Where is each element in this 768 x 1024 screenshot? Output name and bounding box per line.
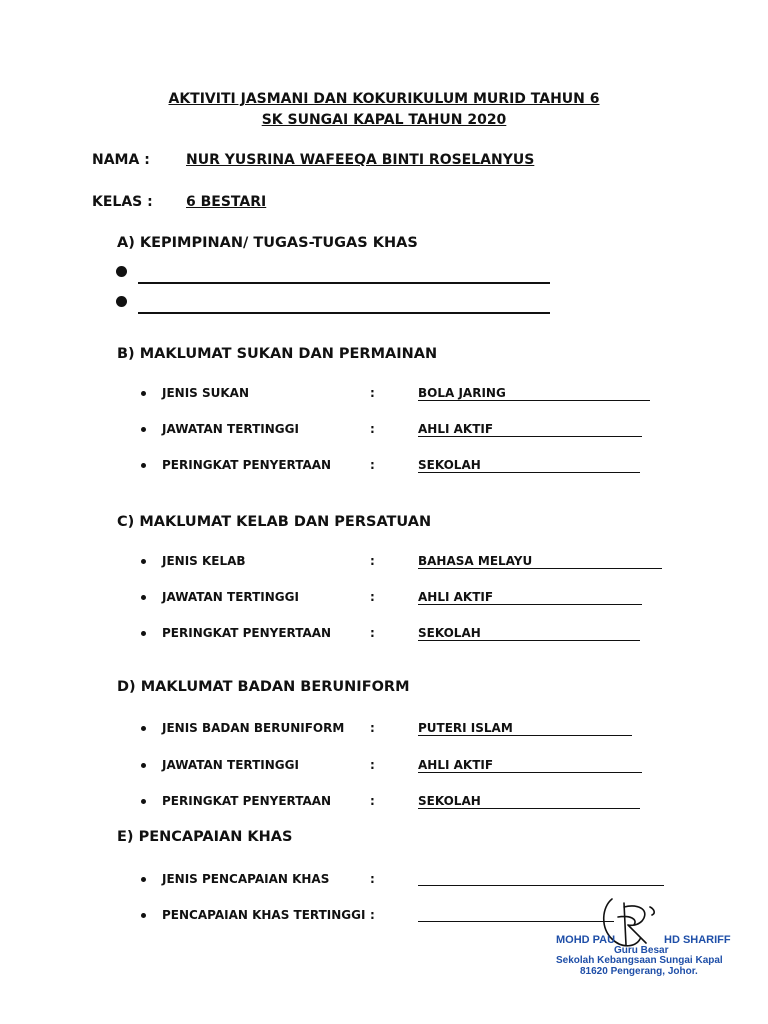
row-value: AHLI AKTIF <box>418 758 494 772</box>
stamp-school: Sekolah Kebangsaan Sungai Kapal <box>556 955 723 966</box>
row-label: JENIS PENCAPAIAN KHAS <box>162 872 330 886</box>
section-b-title: B) MAKLUMAT SUKAN DAN PERMAINAN <box>117 346 438 362</box>
document-title-line-1: AKTIVITI JASMANI DAN KOKURIKULUM MURID TAHUN 6 <box>168 91 600 107</box>
row-label: JAWATAN TERTINGGI <box>162 590 299 604</box>
row-separator: : <box>370 386 375 400</box>
row-separator: : <box>370 554 375 568</box>
bullet <box>141 631 146 636</box>
row-value: SEKOLAH <box>418 794 481 808</box>
row-separator: : <box>370 794 375 808</box>
row-underline <box>418 885 664 886</box>
section-e-title: E) PENCAPAIAN KHAS <box>117 829 293 845</box>
row-label: JENIS KELAB <box>162 554 246 568</box>
bullet <box>141 726 146 731</box>
row-underline <box>418 640 640 641</box>
row-value: BOLA JARING <box>418 386 506 400</box>
bullet <box>141 427 146 432</box>
stamp-name-right: HD SHARIFF <box>664 934 731 946</box>
row-separator: : <box>370 422 375 436</box>
bullet <box>141 799 146 804</box>
row-value: SEKOLAH <box>418 458 481 472</box>
row-underline <box>418 604 642 605</box>
row-separator: : <box>370 721 375 735</box>
row-separator: : <box>370 872 375 886</box>
row-value: PUTERI ISLAM <box>418 721 513 735</box>
bullet <box>141 463 146 468</box>
row-label: JAWATAN TERTINGGI <box>162 758 299 772</box>
blank-line-a-1 <box>138 282 550 284</box>
row-value: BAHASA MELAYU <box>418 554 533 568</box>
row-underline <box>418 472 640 473</box>
stamp-title: Guru Besar <box>614 945 669 956</box>
blank-line-a-2 <box>138 312 550 314</box>
row-label: PERINGKAT PENYERTAAN <box>162 794 332 808</box>
row-separator: : <box>370 626 375 640</box>
row-underline <box>418 436 642 437</box>
bullet <box>141 913 146 918</box>
section-a-title: A) KEPIMPINAN/ TUGAS-TUGAS KHAS <box>117 235 418 251</box>
row-value: SEKOLAH <box>418 626 481 640</box>
row-separator: : <box>370 458 375 472</box>
row-label: PERINGKAT PENYERTAAN <box>162 458 332 472</box>
row-underline <box>418 808 640 809</box>
row-underline <box>418 921 614 922</box>
row-label: JENIS SUKAN <box>162 386 250 400</box>
stamp-address: 81620 Pengerang, Johor. <box>580 966 698 977</box>
row-underline <box>418 735 632 736</box>
row-value: AHLI AKTIF <box>418 590 494 604</box>
row-separator: : <box>370 758 375 772</box>
bullet <box>141 559 146 564</box>
bullet-a-1 <box>116 266 127 277</box>
bullet-a-2 <box>116 296 127 307</box>
bullet <box>141 391 146 396</box>
row-label: PENCAPAIAN KHAS TERTINGGI <box>162 908 366 922</box>
bullet <box>141 595 146 600</box>
row-underline <box>418 772 642 773</box>
row-underline <box>418 400 650 401</box>
row-label: PERINGKAT PENYERTAAN <box>162 626 332 640</box>
name-value: NUR YUSRINA WAFEEQA BINTI ROSELANYUS <box>186 152 535 168</box>
class-label: KELAS : <box>92 194 153 210</box>
row-underline <box>418 568 662 569</box>
row-separator: : <box>370 590 375 604</box>
section-d-title: D) MAKLUMAT BADAN BERUNIFORM <box>117 679 410 695</box>
bullet <box>141 763 146 768</box>
stamp-name-left: MOHD PAU <box>556 934 616 946</box>
bullet <box>141 877 146 882</box>
row-value: AHLI AKTIF <box>418 422 494 436</box>
class-value: 6 BESTARI <box>186 194 267 210</box>
name-label: NAMA : <box>92 152 150 168</box>
row-label: JAWATAN TERTINGGI <box>162 422 299 436</box>
row-label: JENIS BADAN BERUNIFORM <box>162 721 345 735</box>
section-c-title: C) MAKLUMAT KELAB DAN PERSATUAN <box>117 514 432 530</box>
document-title-line-2: SK SUNGAI KAPAL TAHUN 2020 <box>261 112 507 128</box>
row-separator: : <box>370 908 375 922</box>
